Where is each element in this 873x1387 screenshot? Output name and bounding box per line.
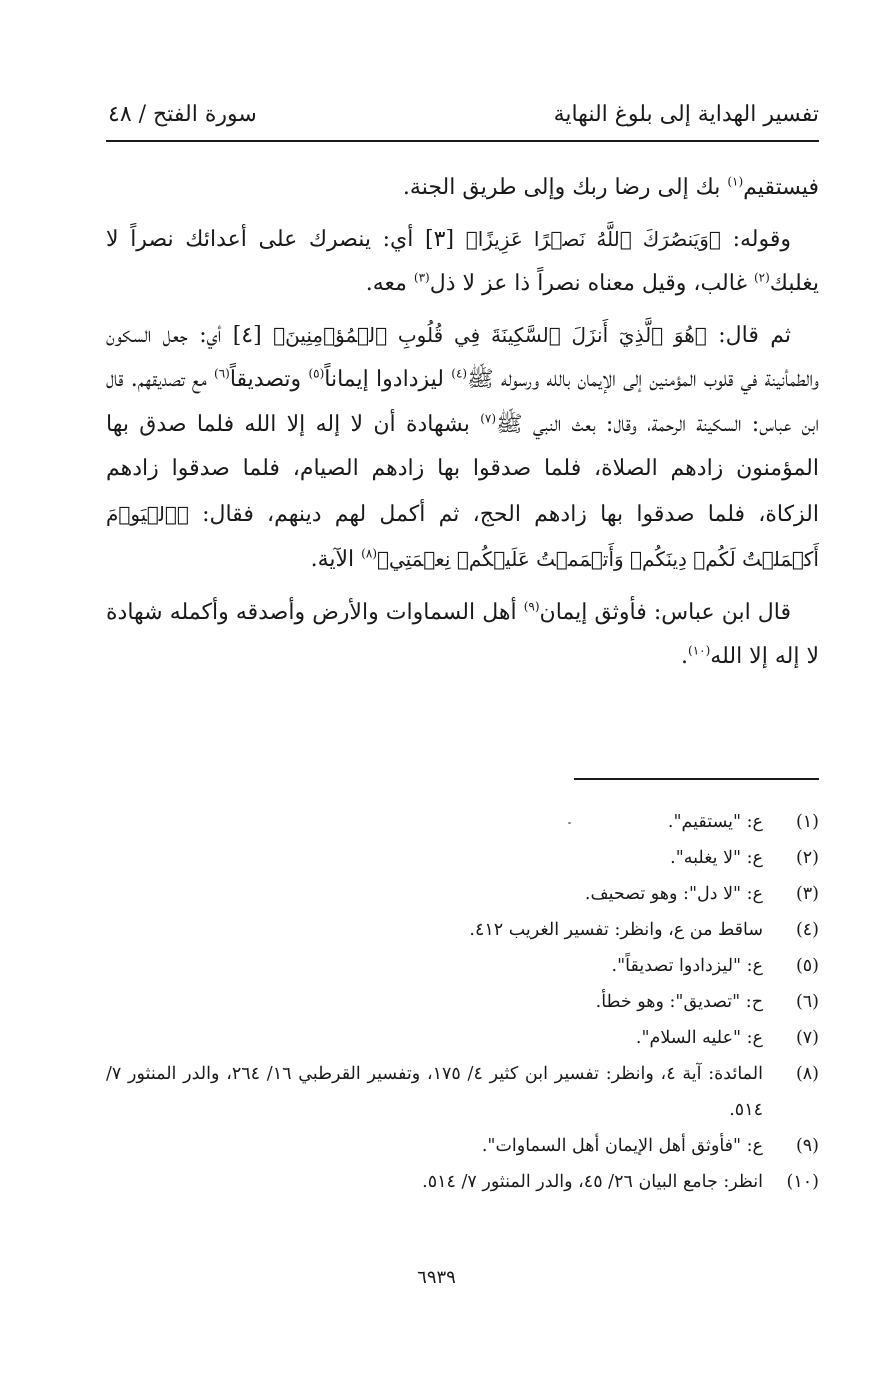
footnote-item xyxy=(106,1128,819,1164)
book-title: تفسير الهداية إلى بلوغ النهاية xyxy=(553,102,819,127)
text-run: معه. xyxy=(365,271,414,296)
paragraph-3 xyxy=(106,313,819,583)
footnote-item xyxy=(106,876,819,912)
paragraph-2 xyxy=(106,217,819,307)
footnote-number: (١٠) xyxy=(786,1172,819,1192)
text-run: ثم قال: xyxy=(706,322,791,348)
footnote-text: ع: "يستقيم". xyxy=(667,812,763,832)
footnote-number: (٣) xyxy=(795,884,819,904)
footnote-ref: (٨) xyxy=(361,546,377,561)
footnote-text: انظر: جامع البيان ٢٦/ ٤٥، والدر المنثور ٧/ ٥١٤. xyxy=(422,1172,763,1192)
footnote-number: (٥) xyxy=(795,956,819,976)
footnote-number: (٦) xyxy=(795,992,819,1012)
footnote-ref: (٧) xyxy=(480,411,497,426)
footnote-item xyxy=(106,1056,819,1128)
footnote-text: ساقط من ع، وانظر: تفسير الغريب ٤١٢. xyxy=(469,920,763,940)
footnote-ref: (١٠) xyxy=(688,643,711,658)
footnote-text: ع: "لا دل": وهو تصحيف. xyxy=(584,884,763,904)
text-run: قال ابن عباس: فأوثق إيمان xyxy=(539,599,791,625)
text-run: وقوله: xyxy=(720,226,791,252)
footnote-text: ع: "عليه السلام". xyxy=(635,1028,763,1048)
footnote-text: ع: "فأوثق أهل الإيمان أهل السماوات". xyxy=(481,1136,763,1156)
footnote-number: (٧) xyxy=(795,1028,819,1048)
header-rule xyxy=(106,140,819,142)
footnote-number: (٢) xyxy=(795,848,819,868)
page-number: ٦٩٣٩ xyxy=(417,1267,456,1288)
footnote-ref: (٥) xyxy=(308,366,325,381)
running-head xyxy=(108,96,819,136)
footnote-ref: (٢) xyxy=(753,270,770,285)
text-run: [٣] أي: ينصرك على أعدائك نصراً لا يغلبك xyxy=(106,226,819,296)
footnote-number: (١) xyxy=(795,812,819,832)
text-run: غالب، وقيل معناه نصراً ذا عز لا ذل xyxy=(429,271,754,296)
footnote-ref: (٩) xyxy=(523,599,540,614)
footnote-item xyxy=(106,1164,819,1200)
text-run: بك إلى رضا ربك وإلى طريق الجنة. xyxy=(402,175,728,200)
footnote-text: المائدة: آية ٤، وانظر: تفسير ابن كثير ٤/ ١٧٥، وتفسير القرطبي ١٦/ ٢٦٤، والدر المنثور ٧/ ٥١٤. xyxy=(106,1064,763,1120)
quran-verse: ﴿وَيَنصُرَكَ ٱللَّهُ نَصۡرًا عَزِيزًا﴾ xyxy=(465,226,721,251)
paragraph-1 xyxy=(106,166,819,211)
footnote-item xyxy=(106,948,819,984)
footnote-item xyxy=(106,840,819,876)
text-run: أهل السماوات والأرض وأصدقه وأكمله شهادة لا إله إلا الله xyxy=(106,599,819,669)
text-run: مع تصديقهم. قال ابن عباس: السكينة الرحمة، وقال: بعث النبي ﷺ xyxy=(106,367,819,437)
text-run: فيستقيم xyxy=(743,175,819,200)
footnote-ref: (١) xyxy=(727,174,744,189)
footnote-item xyxy=(106,1020,819,1056)
footnote-text: ع: "لا يغلبه". xyxy=(670,848,763,868)
surah-reference: سورة الفتح / ٤٨ xyxy=(108,102,257,127)
paragraph-4 xyxy=(106,591,819,680)
footnote-text: ع: "ليزدادوا تصديقاً". xyxy=(611,956,763,976)
footnote-text: ح: "تصديق": وهو خطأ. xyxy=(595,992,763,1012)
footnotes xyxy=(106,804,819,1200)
footnote-ref: (٤) xyxy=(451,366,468,381)
footnote-number: (٩) xyxy=(795,1136,819,1156)
footnote-number: (٤) xyxy=(795,920,819,940)
text-run: [٤] أي: جعل السكون والطمأنينة في قلوب المؤمنين إلى الإيمان بالله ورسوله ﷺ xyxy=(106,322,819,392)
scan-speck xyxy=(568,822,571,824)
text-run: الآية. xyxy=(310,547,362,572)
footnote-rule xyxy=(574,778,819,780)
text-run: بشهادة أن لا إله إلا الله فلما صدق بها المؤمنون زادهم الصلاة، فلما صدقوا بها زادهم الصيام، فلما صدقوا زادهم الزكاة، فلما صدقوا بها زادهم الحج، ثم أكمل لهم دينهم، فقال: xyxy=(106,411,819,527)
footnote-ref: (٣) xyxy=(413,270,430,285)
footnote-item xyxy=(106,804,819,840)
quran-verse: ﴿هُوَ ٱلَّذِيٓ أَنزَلَ ٱلسَّكِينَةَ فِي قُلُوبِ ٱلۡمُؤۡمِنِينَ﴾ xyxy=(273,322,707,347)
text-run: . xyxy=(681,644,689,669)
quran-verse: ﴿ٱلۡيَوۡمَ أَكۡمَلۡتُ لَكُمۡ دِينَكُمۡ وَأَتۡمَمۡتُ عَلَيۡكُمۡ نِعۡمَتِي﴾ xyxy=(106,501,819,571)
text-run: وتصديقاً xyxy=(229,367,309,392)
footnote-number: (٨) xyxy=(795,1064,819,1084)
text-run: ليزدادوا إيماناً xyxy=(324,367,452,392)
main-text xyxy=(106,166,819,686)
footnote-item xyxy=(106,912,819,948)
footnote-ref: (٦) xyxy=(214,366,230,381)
footnote-item xyxy=(106,984,819,1020)
